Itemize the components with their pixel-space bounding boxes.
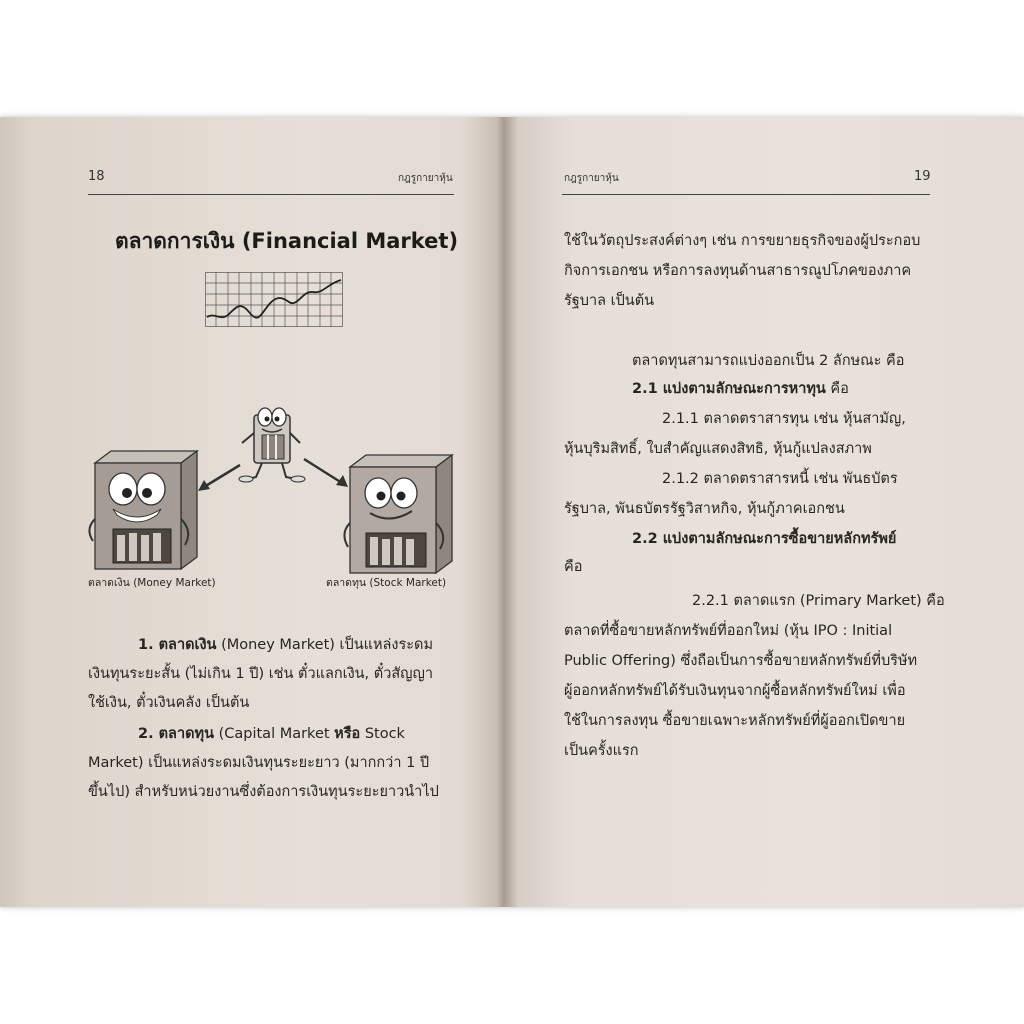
- para1-line1: [138, 633, 433, 656]
- right-line-10: [632, 527, 896, 550]
- right-line-15: ผู้ออกหลักทรัพย์ได้รับเงินทุนจากผู้ซื้อหลักทรัพย์ใหม่ เพื่อ: [564, 683, 906, 699]
- mascot-illustration: [232, 395, 312, 483]
- right-line-16: ใช้ในการลงทุน ซื้อขายเฉพาะหลักทรัพย์ที่ผู้ออกเปิดขาย: [564, 713, 906, 729]
- header-rule-right: [562, 194, 930, 195]
- right-page: [506, 117, 1024, 907]
- subhead-2-1: 2.1 แบ่งตามลักษณะการหาทุน: [632, 381, 826, 397]
- para2-label: 2. ตลาดทุน: [138, 726, 214, 742]
- right-line-8: 2.1.2 ตลาดตราสารหนี้ เช่น พันธบัตร: [662, 471, 898, 487]
- market-chart-illustration: [205, 272, 343, 327]
- para1-label: 1. ตลาดเงิน: [138, 637, 217, 653]
- running-head-left: กฎรูกายาหุ้น: [398, 173, 453, 184]
- para2-line2: Market) เป็นแหล่งระดมเงินทุนระยะยาว (มากกว่า 1 ปี: [88, 755, 430, 771]
- running-head-right: กฎรูกายาหุ้น: [564, 173, 619, 184]
- right-line-14: Public Offering) ซึ่งถือเป็นการซื้อขายหลักทรัพย์ที่บริษัท: [564, 653, 918, 669]
- right-line-5: [632, 377, 849, 400]
- para2-line1: [138, 722, 405, 745]
- para2-end: Stock: [360, 726, 405, 742]
- right-line-1: ใช้ในวัตถุประสงค์ต่างๆ เช่น การขยายธุรกิจของผู้ประกอบ: [564, 233, 921, 249]
- right-line-9: รัฐบาล, พันธบัตรรัฐวิสาหกิจ, หุ้นกู้ภาคเอกชน: [564, 501, 845, 517]
- stock-market-box-illustration: [340, 453, 458, 577]
- right-line-6: 2.1.1 ตลาดตราสารทุน เช่น หุ้นสามัญ,: [662, 411, 906, 427]
- right-line-12: 2.2.1 ตลาดแรก (Primary Market) คือ: [692, 593, 945, 609]
- para2-bold-or: หรือ: [334, 726, 361, 742]
- para1-line1-rest: (Money Market) เป็นแหล่งระดม: [216, 637, 434, 653]
- section-title: ตลาดการเงิน (Financial Market): [115, 229, 459, 253]
- subhead-2-1-rest: คือ: [825, 381, 849, 397]
- right-line-17: เป็นครั้งแรก: [564, 743, 639, 759]
- book-spread: [0, 117, 1024, 907]
- page-number-left: 18: [88, 169, 105, 184]
- money-market-box-illustration: [85, 449, 203, 573]
- right-line-13: ตลาดที่ซื้อขายหลักทรัพย์ที่ออกใหม่ (หุ้น IPO : Initial: [564, 623, 893, 639]
- left-page: [0, 117, 496, 907]
- subhead-2-2: 2.2 แบ่งตามลักษณะการซื้อขายหลักทรัพย์: [632, 531, 897, 547]
- right-line-3: รัฐบาล เป็นต้น: [564, 293, 655, 309]
- para2-mid: (Capital Market: [213, 726, 335, 742]
- para2-line3: ขึ้นไป) สำหรับหน่วยงานซึ่งต้องการเงินทุนระยะยาวนำไป: [88, 784, 439, 800]
- caption-stock-market: ตลาดทุน (Stock Market): [326, 577, 447, 589]
- para1-line3: ใช้เงิน, ตั๋วเงินคลัง เป็นต้น: [88, 695, 250, 711]
- right-line-2: กิจการเอกชน หรือการลงทุนด้านสาธารณูปโภคของภาค: [564, 263, 912, 279]
- right-line-7: หุ้นบุริมสิทธิ์, ใบสำคัญแสดงสิทธิ, หุ้นกู้แปลงสภาพ: [564, 441, 872, 457]
- caption-money-market: ตลาดเงิน (Money Market): [88, 577, 216, 589]
- right-line-11: คือ: [564, 559, 583, 575]
- para1-line2: เงินทุนระยะสั้น (ไม่เกิน 1 ปี) เช่น ตั๋วแลกเงิน, ตั๋วสัญญา: [88, 666, 434, 682]
- page-number-right: 19: [914, 169, 931, 184]
- right-line-4: ตลาดทุนสามารถแบ่งออกเป็น 2 ลักษณะ คือ: [632, 353, 905, 369]
- header-rule-left: [88, 194, 454, 195]
